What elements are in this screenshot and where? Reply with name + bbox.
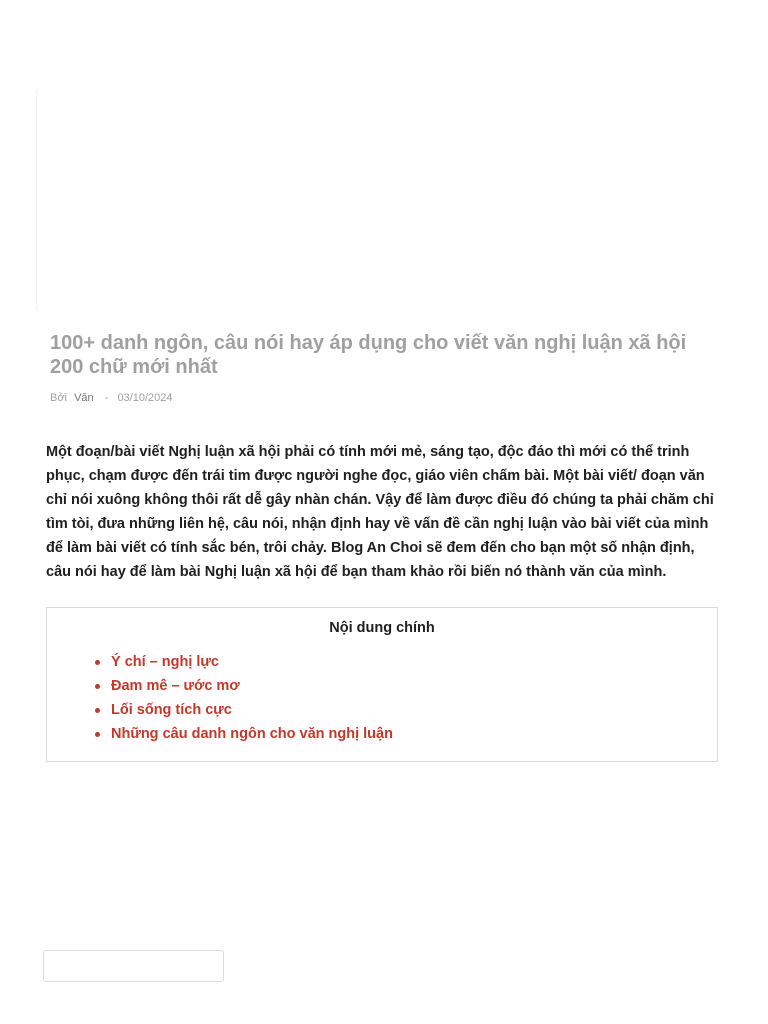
toc-list: [111, 650, 393, 746]
toc-item-dam-me-uoc-mo[interactable]: [111, 674, 393, 698]
hero-image-edge: [36, 90, 37, 310]
by-label: Bởi: [50, 392, 67, 404]
toc-item-y-chi-nghi-luc[interactable]: [111, 650, 393, 674]
bullet-icon: [95, 684, 100, 689]
table-of-contents: [46, 607, 718, 762]
meta-separator: -: [104, 392, 109, 404]
article-title: 100+ danh ngôn, câu nói hay áp dụng cho viết văn nghị luận xã hội 200 chữ mới nhất: [50, 332, 687, 378]
toc-item-label: Những câu danh ngôn cho văn nghị luận: [111, 726, 393, 742]
hero-image-placeholder: [0, 0, 768, 320]
toc-title: Nội dung chính: [329, 620, 435, 636]
bottom-input-box[interactable]: [43, 950, 224, 982]
article-intro: Một đoạn/bài viết Nghị luận xã hội phải có tính mới mẻ, sáng tạo, độc đáo thì mới có thể trinh phục, chạm được đến trái tim được người nghe đọc, giáo viên chấm bài. Một bài viết/ đoạn văn chỉ nói xuông không thôi rất dễ gây nhàn chán. Vậy để làm được điều đó chúng ta phải chăm chỉ tìm tòi, đưa những liên hệ, câu nói, nhận định hay về vấn đề cần nghị luận vào bài viết của mình để làm bài viết có tính sắc bén, trôi chảy. Blog An Choi sẽ đem đến cho bạn một số nhận định, câu nói hay để làm bài Nghị luận xã hội để bạn tham khảo rồi biến nó thành văn của mình.: [46, 444, 714, 580]
toc-item-label: Ý chí – nghị lực: [111, 654, 219, 670]
publish-date: 03/10/2024: [117, 392, 173, 404]
toc-item-label: Đam mê – ước mơ: [111, 678, 240, 694]
bullet-icon: [95, 732, 100, 737]
toc-item-loi-song-tich-cuc[interactable]: [111, 698, 393, 722]
toc-item-danh-ngon-van-nghi-luan[interactable]: [111, 722, 393, 746]
toc-item-label: Lối sống tích cực: [111, 702, 232, 718]
bullet-icon: [95, 708, 100, 713]
article-meta: [50, 391, 173, 405]
bullet-icon: [95, 660, 100, 665]
author-link[interactable]: Văn: [74, 392, 94, 404]
